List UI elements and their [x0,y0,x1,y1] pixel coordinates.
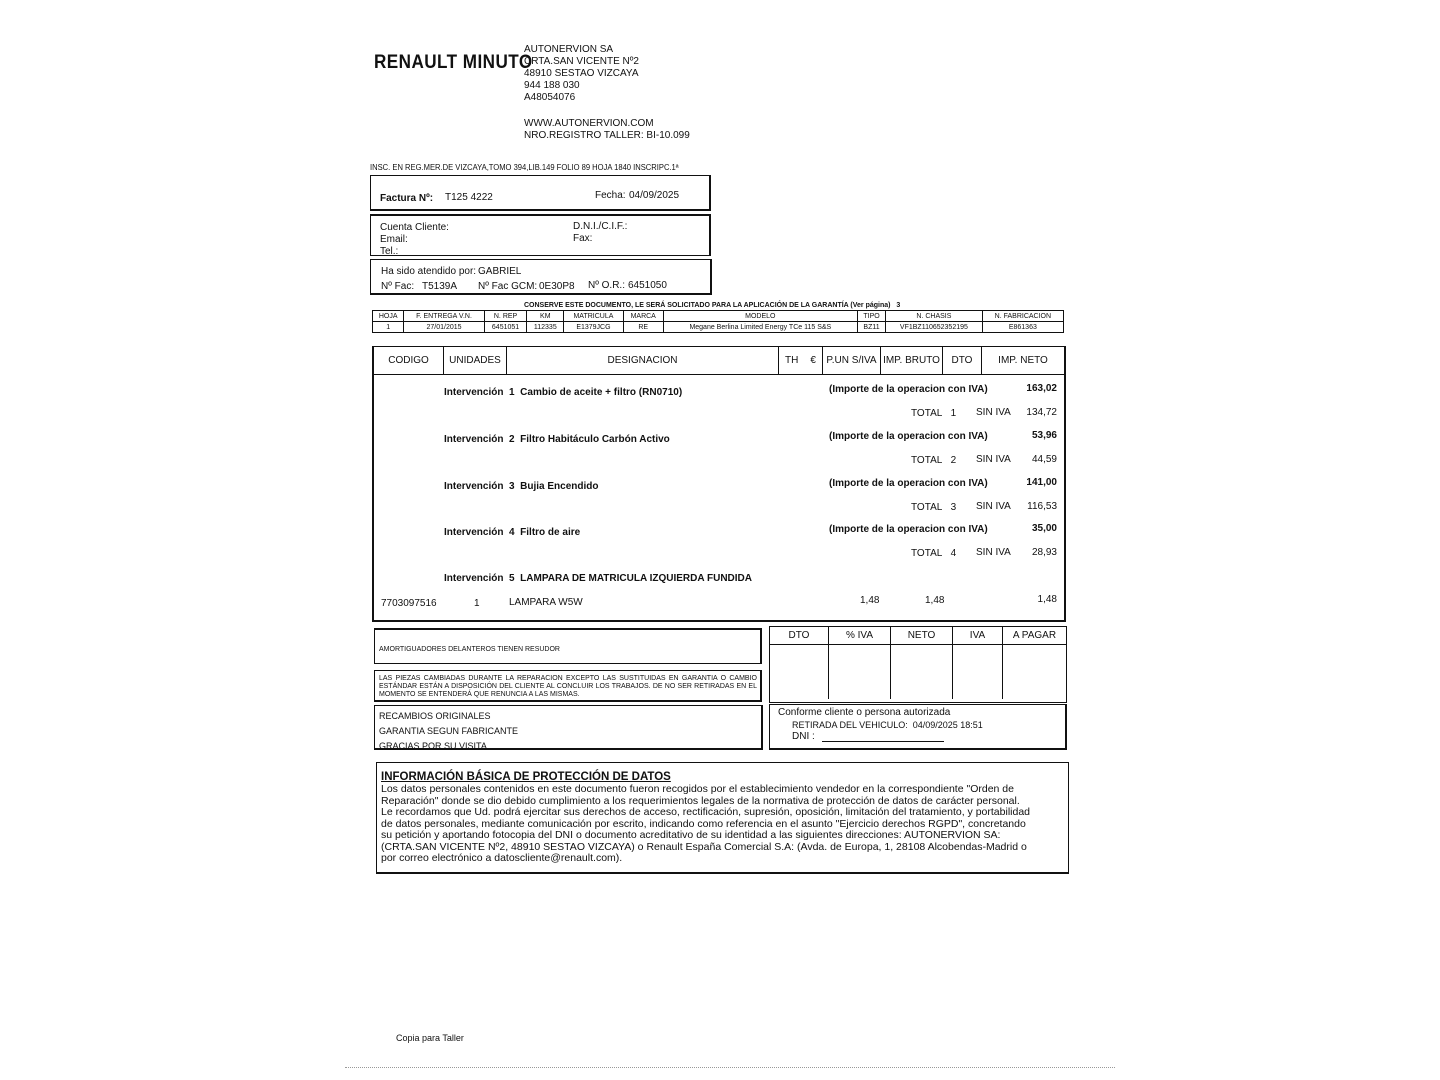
vehicle-value-cell: 6451051 [484,322,527,333]
siniva-3: 116,53 [1027,501,1057,512]
intervention-5: Intervención 5 LAMPARA DE MATRICULA IZQUIERDA FUNDIDA [444,573,752,584]
fax-label: Fax: [573,233,593,244]
invoice-date: 04/09/2025 [629,190,680,201]
vehicle-value-cell: VF1BZ110652352195 [886,322,983,333]
vehicle-header-cell: MATRICULA [564,311,623,322]
siniva-4: 28,93 [1031,547,1057,558]
intervention-1: Intervención 1 Cambio de aceite + filtro (RN0710) [444,387,683,398]
vehicle-value-cell: 1 [373,322,404,333]
col-bruto: IMP. BRUTO [881,347,943,374]
intervention-3: Intervención 3 Bujia Encendido [444,481,599,492]
page-edge-line [345,1067,1115,1068]
dealer-name: AUTONERVION SA [524,44,614,55]
part-neto: 1,48 [1037,594,1057,605]
or-value: 6451050 [628,280,667,291]
totals-body [770,645,1066,699]
totals-cell [770,645,829,699]
totals-cell [953,645,1003,699]
footer-copy: Copia para Taller [396,1033,464,1043]
nfac-label: Nº Fac: [381,281,415,292]
vehicle-value-cell: E1379JCG [564,322,623,333]
import-2: 53,96 [1031,430,1057,441]
dni-label: D.N.I./C.I.F.: [573,221,628,232]
gcm-label: Nº Fac GCM: [478,281,538,292]
part-pun: 1,48 [860,595,880,606]
siniva-label-4: SIN IVA [976,547,1011,558]
note-closing-box [374,705,763,750]
email-label: Email: [380,234,408,245]
privacy-line: por correo electrónico a datoscliente@renault.com). [381,852,623,864]
vehicle-value-cell: BZ11 [857,322,885,333]
vehicle-header-cell: F. ENTREGA V.N. [404,311,484,322]
dni-signature-label: DNI : [792,731,815,742]
import-label-3: (Importe de la operacion con IVA) [829,478,988,489]
dealer-cif: A48054076 [524,92,576,103]
privacy-line: su petición y aportando fotocopia del DNI o documento acreditativo de su identidad a las siguientes direcciones: AUTONERVION SA: [381,829,1001,841]
siniva-1: 134,72 [1026,407,1057,418]
attended-name: GABRIEL [478,266,522,277]
totals-header [770,627,1066,645]
vehicle-header-cell: TIPO [857,311,885,322]
invoice-number: T125 4222 [445,192,493,203]
privacy-line: Le recordamos que Ud. podrá ejercitar sus derechos de acceso, rectificación, supresión, oposición, limitación del tratamiento, y portabilidad [381,806,1031,818]
attended-label: Ha sido atendido por: [381,266,477,277]
dealer-web: WWW.AUTONERVION.COM [524,118,654,129]
dealer-info [524,44,639,104]
privacy-line: de datos personales, mediante comunicación por escrito, indicando como referencia en el asunto "Ejercicio derechos RGPD", concretando [381,817,1026,830]
total-3: TOTAL 3 [911,502,957,513]
import-label-2: (Importe de la operacion con IVA) [829,431,988,442]
note-amortiguadores-box [374,628,762,664]
warranty-page: 3 [896,302,901,309]
total-4: TOTAL 4 [911,548,957,559]
import-label-1: (Importe de la operacion con IVA) [829,384,988,395]
vehicle-value-cell: 112335 [527,322,564,333]
privacy-line: Reparación" donde se dio debido cumplimiento a los requerimientos legales de la normativa de protección de datos de carácter personal. [381,794,1020,807]
tel-label: Tel.: [380,246,399,257]
dni-signature-line [822,741,944,742]
vehicle-value-cell: E861363 [982,322,1063,333]
conforme-title: Conforme cliente o persona autorizada [778,707,951,718]
col-th [779,347,823,374]
siniva-label-3: SIN IVA [976,501,1011,512]
account-label: Cuenta Cliente: [380,222,449,233]
dealer-registry: NRO.REGISTRO TALLER: BI-10.099 [524,130,690,141]
lines-box [372,346,1066,622]
note-line1: RECAMBIOS ORIGINALES [379,711,491,721]
vehicle-header-cell: KM [527,311,564,322]
totals-col-dto: DTO [770,627,829,644]
currency-label: € [810,355,816,366]
registry-inscription: INSC. EN REG.MER.DE VIZCAYA,TOMO 394,LIB.149 FOLIO 89 HOJA 1840 INSCRIPC.1ª [370,163,679,172]
intervention-4: Intervención 4 Filtro de aire [444,527,581,538]
siniva-label-2: SIN IVA [976,454,1011,465]
vehicle-header-cell: N. FABRICACION [982,311,1063,322]
client-box [370,214,711,256]
totals-cell [1003,645,1066,699]
col-designacion: DESIGNACION [507,347,779,374]
nfac-value: T5139A [422,281,458,292]
date-label: Fecha: [595,190,626,201]
note-line3: GRACIAS POR SU VISITA [379,741,487,751]
vehicle-table [372,310,1064,333]
vehicle-value-row [373,322,1064,333]
privacy-title: INFORMACIÓN BÁSICA DE PROTECCIÓN DE DATOS [381,771,671,783]
part-code: 7703097516 [381,598,437,609]
col-dto: DTO [943,347,982,374]
note-pieces: LAS PIEZAS CAMBIADAS DURANTE LA REPARACION EXCEPTO LAS SUSTITUIDAS EN GARANTIA O CAMBIO ESTÁNDAR ESTÁN A DISPOSICIÓN DEL CLIENTE AL CONCLUIR LOS TRABAJOS. DE NO SER RETIRADAS EN EL MOMENTO SE ENTENDERÁ QUE RENUNCIA A LAS MISMAS. [379,675,757,698]
dealer-address2: 48910 SESTAO VIZCAYA [524,68,639,79]
import-3: 141,00 [1026,477,1057,488]
vehicle-header-cell: MODELO [663,311,857,322]
vehicle-header-cell: N. CHASIS [886,311,983,322]
import-4: 35,00 [1031,523,1057,534]
privacy-text [381,784,1030,865]
col-unidades: UNIDADES [444,347,507,374]
col-pun: P.UN S/IVA [823,347,881,374]
col-neto: IMP. NETO [998,355,1048,366]
dealer-web-block [524,118,690,142]
siniva-2: 44,59 [1031,454,1057,465]
siniva-label-1: SIN IVA [976,407,1011,418]
part-units: 1 [474,598,480,609]
th-label: TH [785,355,799,366]
privacy-line: Los datos personales contenidos en este documento fueron recogidos por el establecimiento vendedor en la correspondiente "Orden de [381,783,1014,795]
totals-col-pagar: A PAGAR [1012,630,1057,641]
totals-col-iva-pct: % IVA [829,627,891,644]
retirada-date: 04/09/2025 18:51 [912,720,983,730]
part-designation: LAMPARA W5W [509,597,583,608]
dealer-address1: CRTA.SAN VICENTE Nº2 [524,56,639,67]
conforme-box [769,704,1067,750]
totals-cell [829,645,891,699]
privacy-box [376,762,1069,874]
vehicle-value-cell: RE [623,322,663,333]
vehicle-header-cell: HOJA [373,311,404,322]
vehicle-header-cell: N. REP [484,311,527,322]
part-bruto: 1,48 [925,595,945,606]
vehicle-value-cell: 27/01/2015 [404,322,484,333]
totals-cell [891,645,953,699]
total-2: TOTAL 2 [911,455,957,466]
warranty-notice: CONSERVE ESTE DOCUMENTO, LE SERÁ SOLICITADO PARA LA APLICACIÓN DE LA GARANTÍA (Ver página) 3 [524,302,901,309]
total-1: TOTAL 1 [911,408,957,419]
import-1: 163,02 [1026,383,1057,394]
totals-col-iva: IVA [953,627,1003,644]
dealer-phone: 944 188 030 [524,80,580,91]
vehicle-header-cell: MARCA [623,311,663,322]
or-label: Nº O.R.: [588,280,625,291]
gcm-value: 0E30P8 [539,281,575,292]
col-codigo: CODIGO [374,347,444,374]
import-label-4: (Importe de la operacion con IVA) [829,524,988,535]
totals-col-neto: NETO [891,627,953,644]
totals-box [769,626,1067,703]
retirada: RETIRADA DEL VEHICULO: 04/09/2025 18:51 [792,720,983,730]
lines-header [374,347,1064,375]
privacy-line: (CRTA.SAN VICENTE Nº2, 48910 SESTAO VIZCAYA) o Renault España Comercial S.A: (Avda. de Europa, 1, 28108 Alcobendas-Madrid o [381,840,1027,853]
brand-logo: RENAULT MINUTO [374,52,533,73]
vehicle-value-cell: Megane Berlina Limited Energy TCe 115 S&S [663,322,857,333]
invoice-label: Factura Nº: [380,193,434,204]
attended-box [370,259,712,295]
vehicle-header-row [373,311,1064,322]
invoice-box [370,175,711,211]
note-pieces-box [374,670,762,702]
note-amortiguadores: AMORTIGUADORES DELANTEROS TIENEN RESUDOR [379,646,560,653]
intervention-2: Intervención 2 Filtro Habitáculo Carbón Activo [444,434,670,445]
note-line2: GARANTIA SEGUN FABRICANTE [379,726,519,736]
